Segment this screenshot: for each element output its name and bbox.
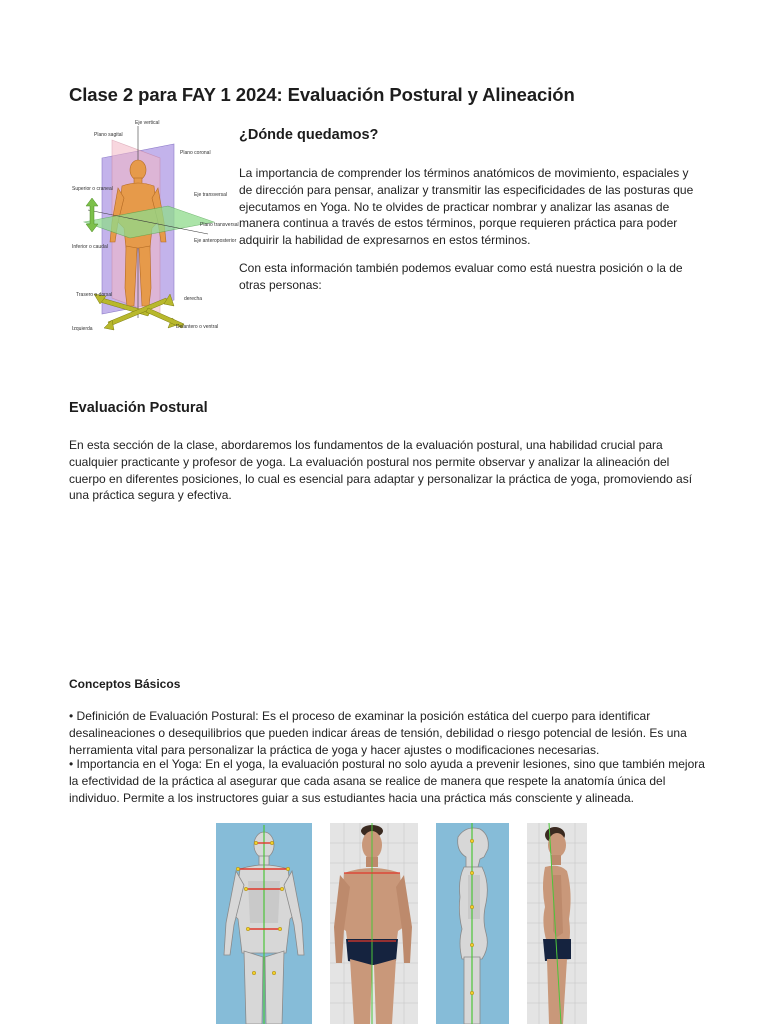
section-heading-evaluacion: Evaluación Postural xyxy=(69,400,208,416)
posture-diagram-front xyxy=(216,823,312,1024)
label-izquierda: Izquierda xyxy=(72,326,93,332)
donde-paragraph-2: Con esta información también podemos evaluar como está nuestra posición o la de otras personas: xyxy=(239,261,683,292)
posture-photo-front xyxy=(330,823,418,1024)
label-plano-transversal: Plano transversal xyxy=(200,222,239,228)
section-heading-conceptos: Conceptos Básicos xyxy=(69,677,181,691)
label-plano-coronal: Plano coronal xyxy=(180,150,211,156)
label-eje-anteroposterior: Eje anteroposterior xyxy=(194,238,237,244)
label-derecha: derecha xyxy=(184,296,203,302)
label-superior: Superior o craneal xyxy=(72,186,113,192)
donde-paragraph-1: La importancia de comprender los términos anatómicos de movimiento, espaciales y de dirección para pensar, analizar y transmitir las especificidades de las posturas que ejecutamos en Yoga. No te olvides de practicar nombrar y analizar las asanas de manera continua a través de estos términos, porque requieren práctica para poder adquirir la habilidad de expresarnos en estos términos. xyxy=(239,166,694,248)
posture-diagram-side xyxy=(436,823,509,1024)
label-eje-vertical: Eje vertical xyxy=(135,120,160,126)
label-trasero: Trasero o dorsal xyxy=(76,292,113,298)
evaluacion-paragraph: En esta sección de la clase, abordaremos los fundamentos de la evaluación postural, una habilidad crucial para cualquier practicante y profesor de yoga. La evaluación postural nos permite observar y analizar la alineación del cuerpo en diferentes posiciones, lo cual es esencial para adaptar y personalizar la práctica de yoga, promoviendo así una práctica segura y efectiva. xyxy=(69,438,693,503)
label-plano-sagital: Plano sagital xyxy=(94,132,123,138)
label-delantero: Delantero o ventral xyxy=(176,324,219,330)
label-eje-transversal: Eje transversal xyxy=(194,192,228,198)
section-heading-donde: ¿Dónde quedamos? xyxy=(239,127,379,143)
anatomical-planes-figure xyxy=(68,118,239,340)
conceptos-bullet-1: • Definición de Evaluación Postural: Es el proceso de examinar la posición estática del cuerpo para identificar desalineaciones o desequilibrios que pueden indicar áreas de tensión, debilidad o riesgo potencial de lesión. Es una herramienta vital para personalizar la práctica de yoga y hacer ajustes o modificaciones necesarias. xyxy=(69,709,687,757)
label-inferior: Inferior o caudal xyxy=(72,244,108,250)
conceptos-bullet-2: • Importancia en el Yoga: En el yoga, la evaluación postural no solo ayuda a prevenir lesiones, sino que también mejora la efectividad de la práctica al asegurar que cada asana se realice de manera que respete la anatomía única del individuo. Permite a los instructores guiar a sus estudiantes hacia una práctica más consciente y alineada. xyxy=(69,757,705,805)
page-title: Clase 2 para FAY 1 2024: Evaluación Postural y Alineación xyxy=(69,84,575,105)
posture-photo-side xyxy=(527,823,587,1024)
